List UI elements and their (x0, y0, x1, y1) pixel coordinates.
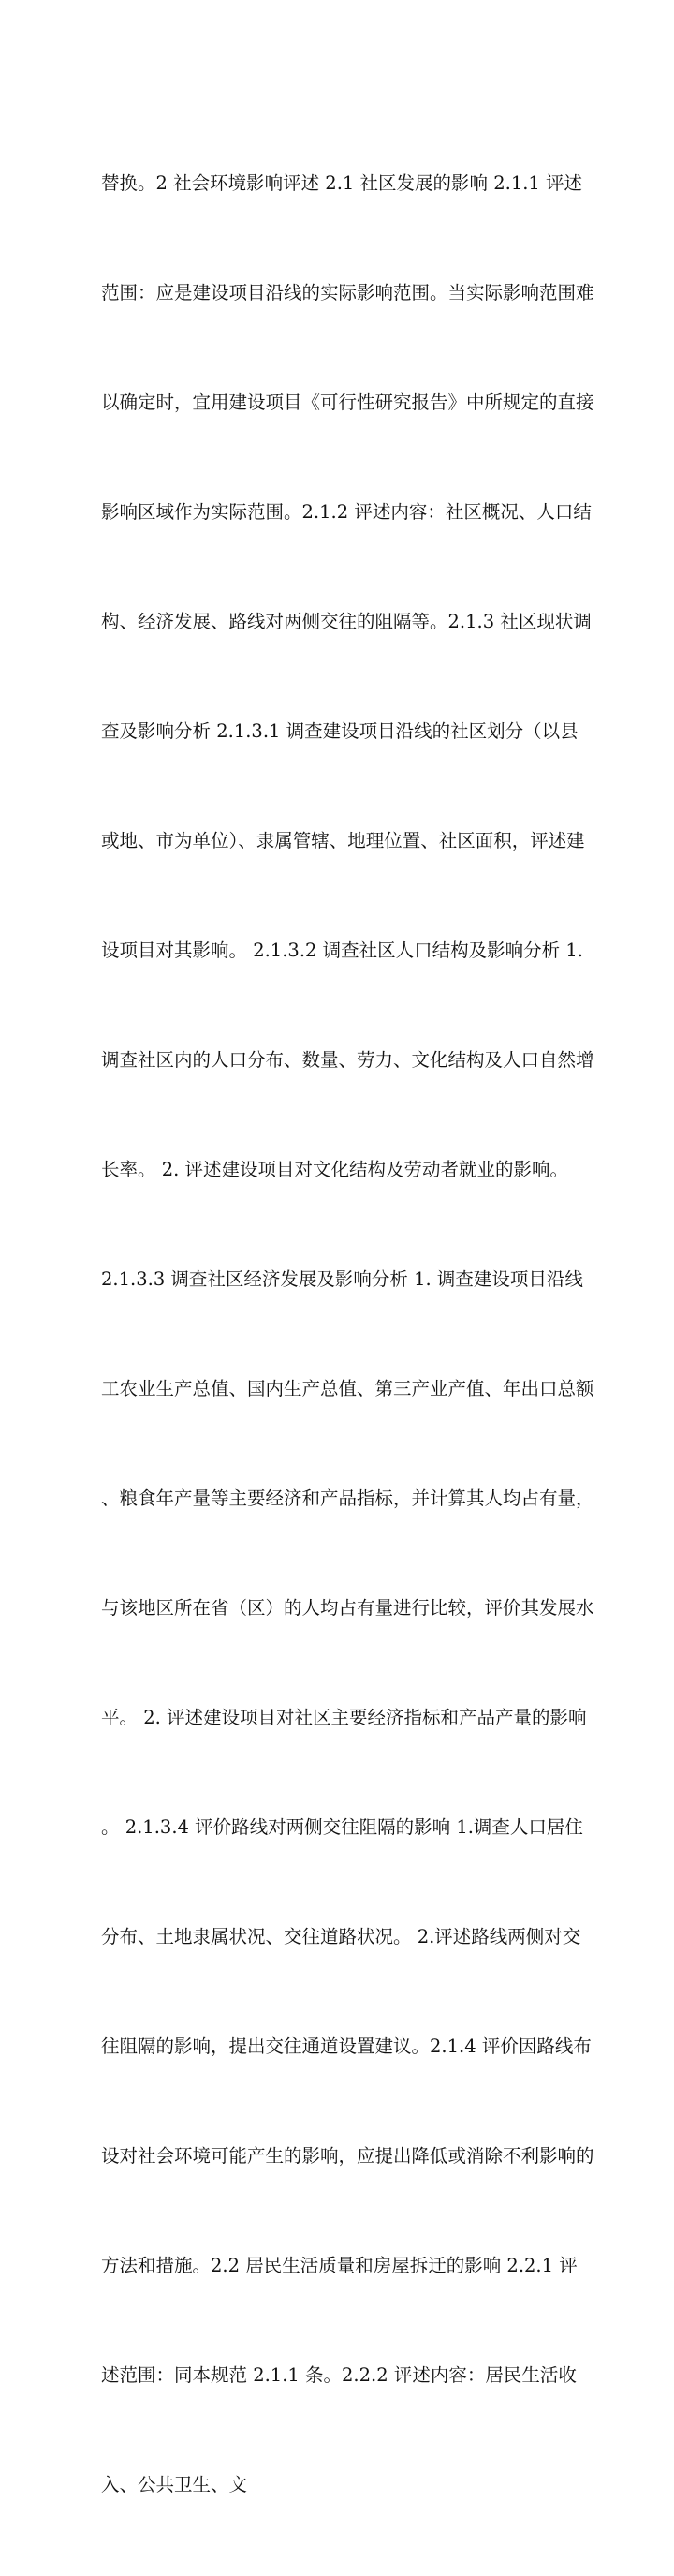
text-line-20: 方法和措施。2.2 居民生活质量和房屋拆迁的影响 2.2.1 评 (101, 2255, 578, 2276)
text-line-16: 。 2.1.3.4 评价路线对两侧交往阻隔的影响 1.调查人口居住 (101, 1816, 583, 1838)
text-line-6: 查及影响分析 2.1.3.1 调查建设项目沿线的社区划分（以县 (101, 720, 579, 742)
text-line-17: 分布、土地隶属状况、交往道路状况。 2.评述路线两侧对交 (101, 1926, 581, 1947)
text-line-1: 替换。2 社会环境影响评述 2.1 社区发展的影响 2.1.1 评述 (101, 172, 583, 194)
text-line-2: 范围：应是建设项目沿线的实际影响范围。当实际影响范围难 (101, 282, 594, 303)
text-line-8: 设项目对其影响。 2.1.3.2 调查社区人口结构及影响分析 1. (101, 940, 583, 961)
text-line-10: 长率。 2. 评述建设项目对文化结构及劳动者就业的影响。 (101, 1159, 569, 1180)
text-line-3: 以确定时，宜用建设项目《可行性研究报告》中所规定的直接 (101, 392, 594, 413)
text-line-13: 、粮食年产量等主要经济和产品指标，并计算其人均占有量， (101, 1488, 594, 1509)
text-line-12: 工农业生产总值、国内生产总值、第三产业产值、年出口总额 (101, 1378, 594, 1399)
text-line-14: 与该地区所在省（区）的人均占有量进行比较，评价其发展水 (101, 1597, 594, 1619)
body-text (101, 92, 594, 2576)
text-line-21: 述范围：同本规范 2.1.1 条。2.2.2 评述内容：居民生活收 (101, 2364, 577, 2386)
text-line-11: 2.1.3.3 调查社区经济发展及影响分析 1. 调查建设项目沿线 (101, 1268, 583, 1290)
text-line-4: 影响区域作为实际范围。2.1.2 评述内容：社区概况、人口结 (101, 501, 592, 523)
text-line-15: 平。 2. 评述建设项目对社区主要经济指标和产品产量的影响 (101, 1707, 587, 1728)
text-line-7: 或地、市为单位）、隶属管辖、地理位置、社区面积，评述建 (101, 830, 585, 851)
text-line-9: 调查社区内的人口分布、数量、劳力、文化结构及人口自然增 (101, 1049, 594, 1071)
text-line-18: 往阻隔的影响，提出交往通道设置建议。2.1.4 评价因路线布 (101, 2036, 592, 2057)
text-line-22: 入、公共卫生、文 (101, 2474, 248, 2495)
text-line-19: 设对社会环境可能产生的影响，应提出降低或消除不利影响的 (101, 2145, 594, 2167)
text-line-5: 构、经济发展、路线对两侧交往的阻隔等。2.1.3 社区现状调 (101, 611, 592, 632)
